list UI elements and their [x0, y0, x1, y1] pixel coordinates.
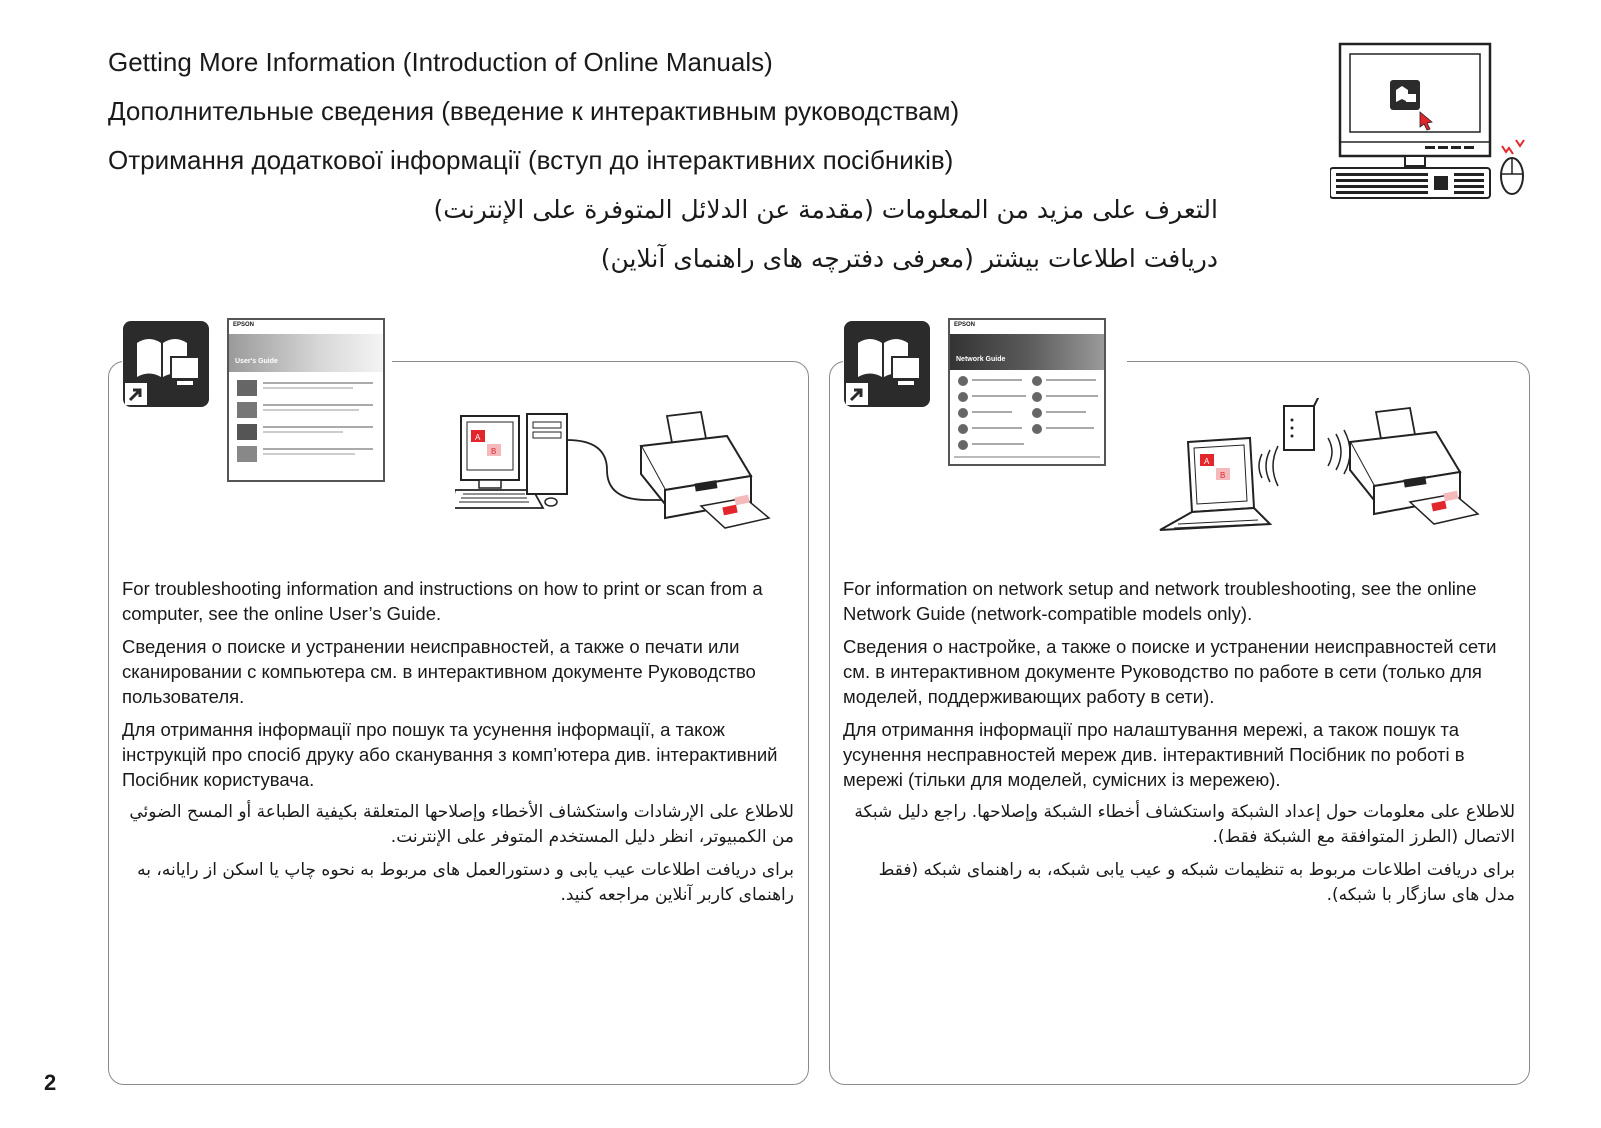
network-guide-screenshot [948, 318, 1106, 466]
network-guide-text-ar: للاطلاع على معلومات حول إعداد الشبكة واستكشاف أخطاء الشبكة وإصلاحها. راجع دليل شبكة الاتصال (الطرز المتوافقة مع الشبكة فقط). [854, 802, 1515, 847]
users-guide-text-ru: Сведения о поиске и устранении неисправностей, а также о печати или сканировании с компьютера см. в интерактивном документе Руководство пользователя. [122, 636, 756, 707]
laptop-icon [1160, 438, 1270, 530]
screenshot-brand: EPSON [954, 322, 976, 328]
page-number: 2 [44, 1070, 57, 1095]
laptop-router-printer-illustration [1158, 398, 1518, 543]
network-guide-text-en: For information on network setup and network troubleshooting, see the online Network Guide (network-compatible models only). [843, 578, 1477, 624]
users-guide-screenshot [227, 318, 385, 482]
network-guide-text-fa: برای دریافت اطلاعات مربوط به تنظیمات شبکه و عیب یابی شبکه، به راهنمای شبکه (فقط مدل های سازگار با شبکه). [878, 860, 1515, 905]
online-manual-shortcut-icon [123, 321, 209, 407]
wireless-router-icon [1284, 398, 1320, 450]
screenshot-brand: EPSON [233, 322, 255, 328]
title-ukrainian: Отримання додаткової інформації (вступ до інтерактивних посібників) [108, 145, 954, 175]
computer-with-mouse-icon [1330, 42, 1540, 207]
desktop-computer-icon [455, 414, 567, 508]
title-persian: دریافت اطلاعات بیشتر (معرفی دفترچه های راهنمای آنلاین) [600, 244, 1218, 273]
users-guide-text-ar: للاطلاع على الإرشادات واستكشاف الأخطاء وإصلاحها المتعلقة بكيفية الطباعة أو المسح الضوئي من الكمبيوتر، انظر دليل المستخدم المتوفر على الإنترنت. [129, 802, 794, 847]
screen-label-a: A [475, 433, 481, 442]
screenshot-heading: User's Guide [235, 358, 278, 365]
printer-icon [1350, 408, 1478, 524]
users-guide-text-fa: برای دریافت اطلاعات عیب یابی و دستورالعمل های مربوط به نحوه چاپ یا اسکن از رایانه، به راهنمای کاربر آنلاین مراجعه کنید. [137, 860, 794, 905]
screenshot-heading: Network Guide [956, 356, 1006, 363]
screen-label-a: A [1204, 457, 1210, 466]
network-guide-text-uk: Для отримання інформації про налаштування мережі, а також пошук та усунення несправностей мереж див. інтерактивний Посібник по роботі в мережі (тільки для моделей, сумісних із мережею). [843, 719, 1465, 790]
users-guide-text [122, 576, 794, 916]
printer-icon [641, 412, 769, 528]
online-manual-shortcut-icon [844, 321, 930, 407]
users-guide-text-uk: Для отримання інформації про пошук та усунення інформації, а також інструкцій про спосіб друку або сканування з комп’ютера див. інтерактивний Посібник користувача. [122, 719, 778, 790]
network-guide-text-ru: Сведения о настройке, а также о поиске и устранении неисправностей сети см. в интерактивном документе Руководство по работе в сети (только для моделей, поддерживающих работу в сети). [843, 636, 1497, 707]
users-guide-text-en: For troubleshooting information and instructions on how to print or scan from a computer, see the online User’s Guide. [122, 578, 763, 624]
network-guide-text [843, 576, 1515, 916]
title-arabic: التعرف على مزيد من المعلومات (مقدمة عن الدلائل المتوفرة على الإنترنت) [433, 195, 1218, 224]
desktop-and-printer-illustration [455, 410, 800, 545]
screen-label-b: B [491, 447, 497, 456]
title-russian: Дополнительные сведения (введение к интерактивным руководствам) [108, 96, 960, 126]
screen-label-b: B [1220, 471, 1226, 480]
title-english: Getting More Information (Introduction of Online Manuals) [108, 47, 773, 77]
title-block [108, 38, 1218, 283]
